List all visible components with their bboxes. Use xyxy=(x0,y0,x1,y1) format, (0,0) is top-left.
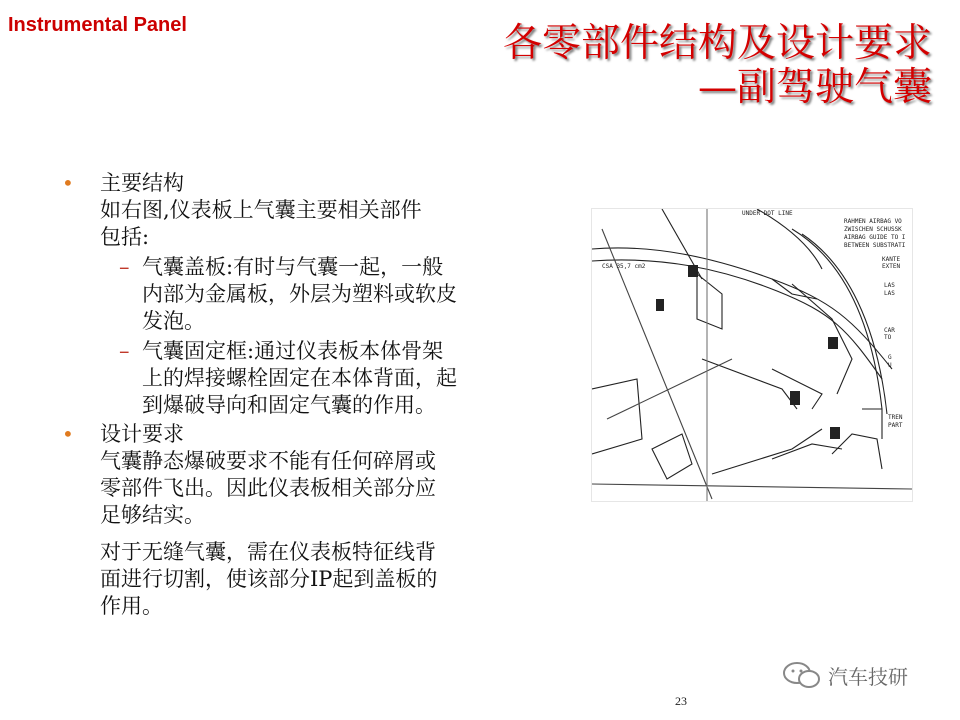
title-line-2: —副驾驶气囊 xyxy=(697,65,932,110)
text-line: 上的焊接螺栓固定在本体背面，起 xyxy=(142,366,457,390)
text-line: 如右图,仪表板上气囊主要相关部件 xyxy=(100,198,422,222)
text-line: 包括: xyxy=(100,225,150,249)
drawing-label: BETWEEN SUBSTRATI xyxy=(844,242,906,249)
sub-item-frame xyxy=(62,338,562,419)
text-line: 足够结实。 xyxy=(100,503,205,527)
bullet-design-requirements xyxy=(62,421,562,448)
watermark-text: 汽车技研 xyxy=(828,664,908,689)
requirement-paragraph-1 xyxy=(62,448,562,529)
text-line: 气囊盖板:有时与气囊一起，一般 xyxy=(142,255,444,279)
drawing-label: RAHMEN AIRBAG VO xyxy=(844,218,902,225)
wechat-icon xyxy=(782,660,822,690)
text-line: 零部件飞出。因此仪表板相关部分应 xyxy=(100,476,436,500)
drawing-label: UNDER DOT LINE xyxy=(742,210,793,217)
drawing-label: LAS xyxy=(884,282,895,289)
text-line: 内部为金属板，外层为塑料或软皮 xyxy=(142,282,457,306)
intro-paragraph xyxy=(62,197,562,251)
drawing-label: EXTEN xyxy=(882,263,901,270)
watermark xyxy=(782,660,908,690)
drawing-label: KANTE xyxy=(882,256,901,263)
page-number: 23 xyxy=(675,694,687,708)
drawing-label: ZWISCHEN SCHUSSK xyxy=(844,226,902,233)
text-line: 对于无缝气囊，需在仪表板特征线背 xyxy=(100,540,436,564)
bullet-dot-icon: • xyxy=(62,171,74,195)
bullet-dot-icon: • xyxy=(62,422,74,446)
slide-title xyxy=(503,22,932,110)
drawing-label: G xyxy=(888,354,892,361)
sub-item-cover xyxy=(62,254,562,335)
drawing-label: PART xyxy=(888,422,903,429)
title-line-1: 各零部件结构及设计要求 xyxy=(502,21,932,66)
dash-icon: – xyxy=(119,339,130,363)
drawing-label: AIRBAG GUIDE TO I xyxy=(844,234,906,241)
brand-label: Instrumental Panel xyxy=(8,14,187,36)
drawing-label: TREN xyxy=(888,414,903,421)
section-heading: 设计要求 xyxy=(100,422,184,446)
slide-body xyxy=(62,170,562,620)
dash-icon: – xyxy=(119,255,130,279)
text-line: 气囊固定框:通过仪表板本体骨架 xyxy=(142,339,444,363)
text-line: 作用。 xyxy=(100,594,163,618)
bullet-main-structure xyxy=(62,170,562,197)
drawing-label: TO xyxy=(884,334,892,341)
text-line: 气囊静态爆破要求不能有任何碎屑或 xyxy=(100,449,436,473)
airbag-technical-drawing xyxy=(591,208,913,502)
text-line: 到爆破导向和固定气囊的作用。 xyxy=(142,393,436,417)
section-heading: 主要结构 xyxy=(100,171,184,195)
text-line: 发泡。 xyxy=(142,309,205,333)
drawing-svg xyxy=(592,209,912,501)
drawing-label: LAS xyxy=(884,290,895,297)
drawing-label-csa: CSA 35,7 cm2 xyxy=(602,263,646,270)
text-line: 面进行切割，使该部分IP起到盖板的 xyxy=(100,567,438,591)
requirement-paragraph-2 xyxy=(62,539,562,620)
drawing-label: U xyxy=(888,362,892,369)
drawing-label: CAR xyxy=(884,327,895,334)
